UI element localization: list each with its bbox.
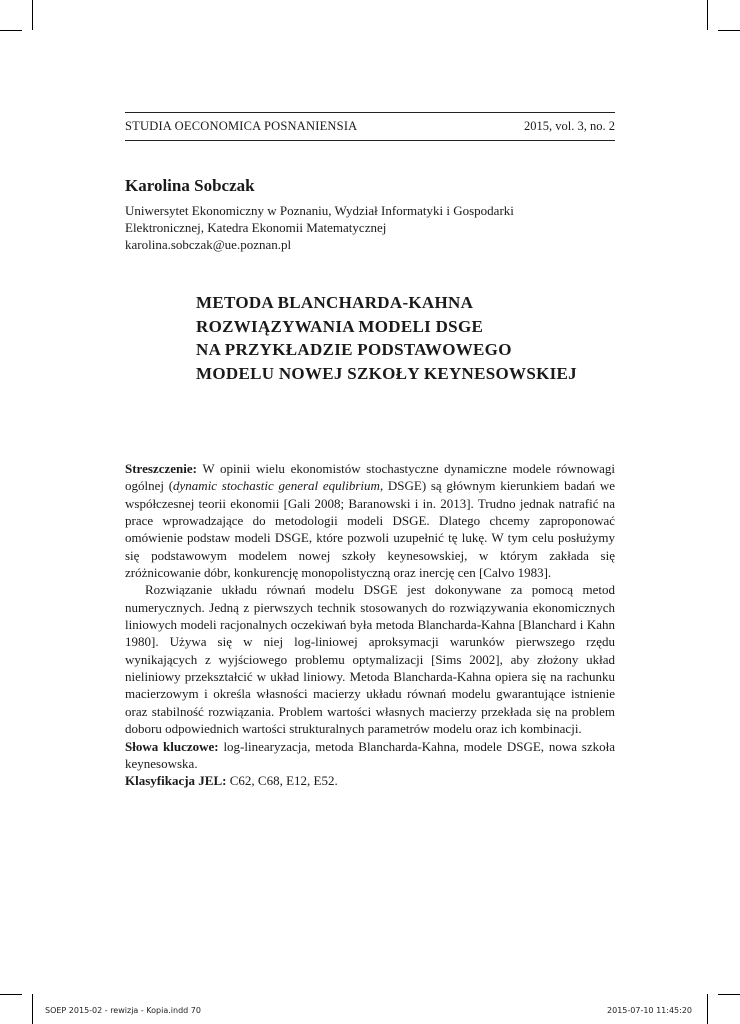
abstract-paragraph [125, 460, 615, 581]
abstract-paragraph-2: Rozwiązanie układu równań modelu DSGE jest dokonywane za pomocą metod numerycznych. Jedną z pierwszych technik stosowanych do rozwiązywania ekonomicznych liniowych modeli racjonalnych oczekiwań była metoda Blancharda-Kahna [Blanchard i Kahn 1980]. Używa się w niej log-liniowej aproksymacji warunków pierwszego rzędu wynikających z wyjściowego problemu optymalizacji [Sims 2002], aby złożony układ nieliniowy przekształcić w układ liniowy. Metoda Blancharda-Kahna opiera się na rachunku macierzowym i określa własności macierzy układu równań modelu gwarantujące istnienie oraz stabilność rozwiązania. Problem wartości własnych macierzy przekłada się na problem doboru odpowiednich wartości strukturalnych parametrów modelu oraz ich kombinacji. [125, 582, 615, 737]
author-block [125, 176, 615, 253]
issue-info: 2015, vol. 3, no. 2 [524, 119, 615, 133]
abstract-label: Streszczenie: [125, 461, 197, 476]
affiliation-line: Elektronicznej, Katedra Ekonomii Matematycznej [125, 220, 387, 235]
author-email: karolina.sobczak@ue.poznan.pl [125, 237, 292, 252]
jel-text: C62, C68, E12, E52. [226, 773, 338, 789]
keywords [125, 738, 615, 773]
footer-timestamp: 2015-07-10 11:45:20 [607, 1006, 692, 1015]
title-line: NA PRZYKŁADZIE PODSTAWOWEGO [196, 340, 512, 359]
crop-mark [32, 0, 33, 30]
crop-mark [707, 0, 708, 30]
jel-classification [125, 772, 615, 789]
keywords-text: log-linearyzacja, metoda Blancharda-Kahna, modele DSGE, nowa szkoła keynesowska. [125, 738, 615, 771]
author-name: Karolina Sobczak [125, 176, 255, 195]
title-line: METODA BLANCHARDA-KAHNA [196, 293, 474, 312]
abstract-italic: dynamic stochastic general equlibrium [173, 478, 380, 494]
keywords-label: Słowa kluczowe: [125, 738, 219, 754]
footer-file-info: SOEP 2015-02 - rewizja - Kopia.indd 70 [45, 1006, 201, 1015]
title-line: ROZWIĄZYWANIA MODELI DSGE [196, 316, 484, 336]
title-line: MODELU NOWEJ SZKOŁY KEYNESOWSKIEJ [196, 363, 577, 383]
crop-mark [718, 994, 740, 995]
abstract-text: , DSGE) są głównym kierunkiem badań we współczesnej teorii ekonomii [Gali 2008; Baranowski i in. 2013]. Trudno jednak natrafić na prace wprowadzające do metodologii modeli DSGE. Dlatego chcemy zaproponować omówienie podstaw modeli DSGE, które pozwoli uzupełnić tę lukę. W tym celu posłużymy się podstawowym modelem nowej szkoły keynesowskiej, w którym zakłada się zróżnicowanie dóbr, konkurencję monopolistyczną oraz inercję cen [Calvo 1983]. [125, 478, 615, 581]
abstract-text: W opinii wielu ekonomistów stochastyczne dynamiczne modele równowagi ogólnej ( [125, 461, 615, 494]
article-title [196, 291, 616, 385]
crop-mark [718, 30, 740, 31]
jel-label: Klasyfikacja JEL: [125, 773, 227, 789]
crop-mark [32, 994, 33, 1024]
journal-name: STUDIA OECONOMICA POSNANIENSIA [125, 119, 358, 133]
crop-mark [707, 994, 708, 1024]
running-header [125, 112, 615, 141]
affiliation-line: Uniwersytet Ekonomiczny w Poznaniu, Wydział Informatyki i Gospodarki [125, 203, 514, 218]
abstract [125, 460, 615, 790]
crop-mark [0, 30, 22, 31]
crop-mark [0, 994, 22, 995]
